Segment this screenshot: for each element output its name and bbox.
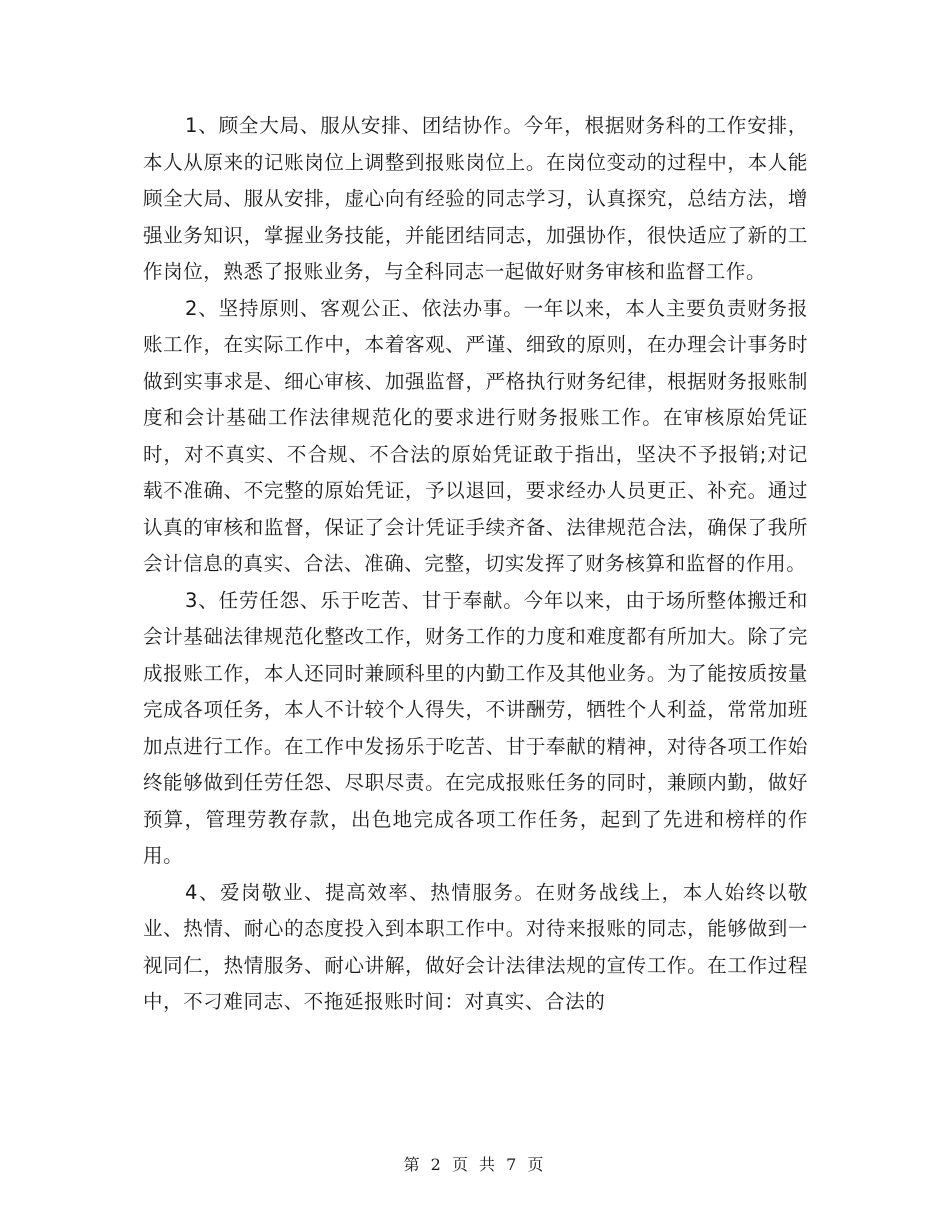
paragraph-2: 2、坚持原则、客观公正、依法办事。一年以来，本人主要负责财务报账工作，在实际工作中，本着客观、严谨、细致的原则，在办理会计事务时做到实事求是、细心审核、加强监督，严格执行财务纪律，根据财务报账制度和会计基础工作法律规范化的要求进行财务报账工作。在审核原始凭证时，对不真实、不合规、不合法的原始凭证敢于指出，坚决不予报销;对记载不准确、不完整的原始凭证，予以退回，要求经办人员更正、补充。通过认真的审核和监督，保证了会计凭证手续齐备、法律规范合法，确保了我所会计信息的真实、合法、准确、完整，切实发挥了财务核算和监督的作用。: [143, 296, 808, 575]
paragraph-4: 4、爱岗敬业、提高效率、热情服务。在财务战线上，本人始终以敬业、热情、耐心的态度投入到本职工作中。对待来报账的同志，能够做到一视同仁，热情服务、耐心讲解，做好会计法律法规的宣传工作。在工作过程中，不刁难同志、不拖延报账时间：对真实、合法的: [143, 880, 808, 1013]
paragraph-3: 3、任劳任怨、乐于吃苦、甘于奉献。今年以来，由于场所整体搬迁和会计基础法律规范化整改工作，财务工作的力度和难度都有所加大。除了完成报账工作，本人还同时兼顾科里的内勤工作及其他业务。为了能按质按量完成各项任务，本人不计较个人得失，不讲酬劳，牺牲个人利益，常常加班加点进行工作。在工作中发扬乐于吃苦、甘于奉献的精神，对待各项工作始终能够做到任劳任怨、尽职尽责。在完成报账任务的同时，兼顾内勤，做好预算，管理劳教存款，出色地完成各项工作任务，起到了先进和榜样的作用。: [143, 588, 808, 867]
document-body: [143, 108, 808, 1021]
paragraph-1: 1、顾全大局、服从安排、团结协作。今年，根据财务科的工作安排，本人从原来的记账岗位上调整到报账岗位上。在岗位变动的过程中，本人能顾全大局、服从安排，虚心向有经验的同志学习，认真探究，总结方法，增强业务知识，掌握业务技能，并能团结同志，加强协作，很快适应了新的工作岗位，熟悉了报账业务，与全科同志一起做好财务审核和监督工作。: [143, 114, 808, 283]
page-number-footer: 第 2 页 共 7 页: [403, 1155, 547, 1174]
